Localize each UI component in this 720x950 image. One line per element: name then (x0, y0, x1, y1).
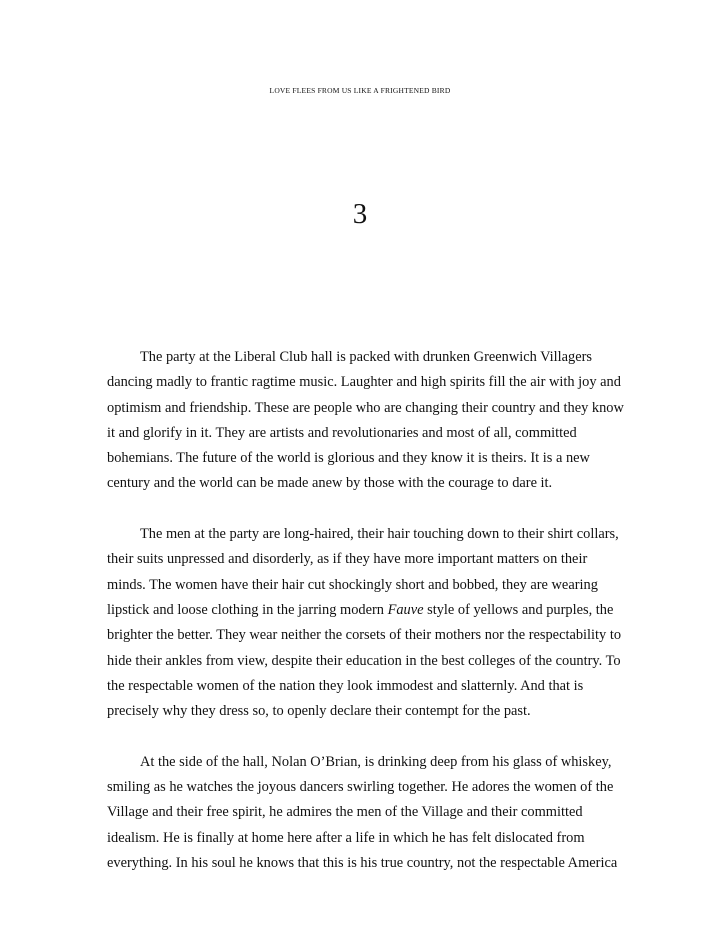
text-line-italic (107, 598, 615, 623)
text-line: The men at the party are long-haired, their hair touching down to their shirt collars, (140, 526, 619, 543)
text-line: precisely why they dress so, to openly declare their contempt for the past. (107, 703, 531, 720)
paragraph-2 (107, 522, 622, 724)
italic-term: Fauve (387, 601, 424, 618)
running-head: LOVE FLEES FROM US LIKE A FRIGHTENED BIRD (269, 86, 451, 95)
text-line: dancing madly to frantic ragtime music. Laughter and high spirits fill the air with joy and (107, 374, 621, 391)
paragraph-3 (107, 750, 618, 876)
text-line: it and glorify in it. They are artists and revolutionaries and most of all, committed (107, 424, 577, 441)
text-line: idealism. He is finally at home here after a life in which he has felt dislocated from (107, 829, 585, 846)
text-segment: style of yellows and purples, the (423, 601, 614, 618)
paragraph-1 (107, 345, 624, 497)
text-line: The party at the Liberal Club hall is packed with drunken Greenwich Villagers (140, 349, 593, 365)
text-line: smiling as he watches the joyous dancers swirling together. He adores the women of the (107, 779, 614, 796)
text-line: brighter the better. They wear neither the corsets of their mothers nor the respectability to (107, 627, 622, 644)
text-line: the respectable women of the nation they look immodest and slatternly. And that is (107, 677, 584, 694)
text-line: hide their ankles from view, despite their education in the best colleges of the country. To (107, 652, 621, 669)
body-text (107, 345, 624, 876)
text-line: minds. The women have their hair cut shockingly short and bobbed, they are wearing (107, 576, 598, 593)
text-line: century and the world can be made anew by those with the courage to dare it. (107, 475, 553, 492)
text-line: optimism and friendship. These are people who are changing their country and they know (107, 399, 624, 416)
text-line: At the side of the hall, Nolan O’Brian, is drinking deep from his glass of whiskey, (140, 753, 612, 770)
text-line: Village and their free spirit, he admires the men of the Village and their committed (107, 804, 583, 821)
text-line: everything. In his soul he knows that this is his true country, not the respectable America (107, 854, 618, 871)
text-line: their suits unpressed and disorderly, as if they have more important matters on their (107, 551, 588, 568)
chapter-number: 3 (352, 198, 368, 230)
text-segment: lipstick and loose clothing in the jarring modern (107, 601, 388, 618)
text-line: bohemians. The future of the world is glorious and they know it is theirs. It is a new (107, 450, 590, 467)
